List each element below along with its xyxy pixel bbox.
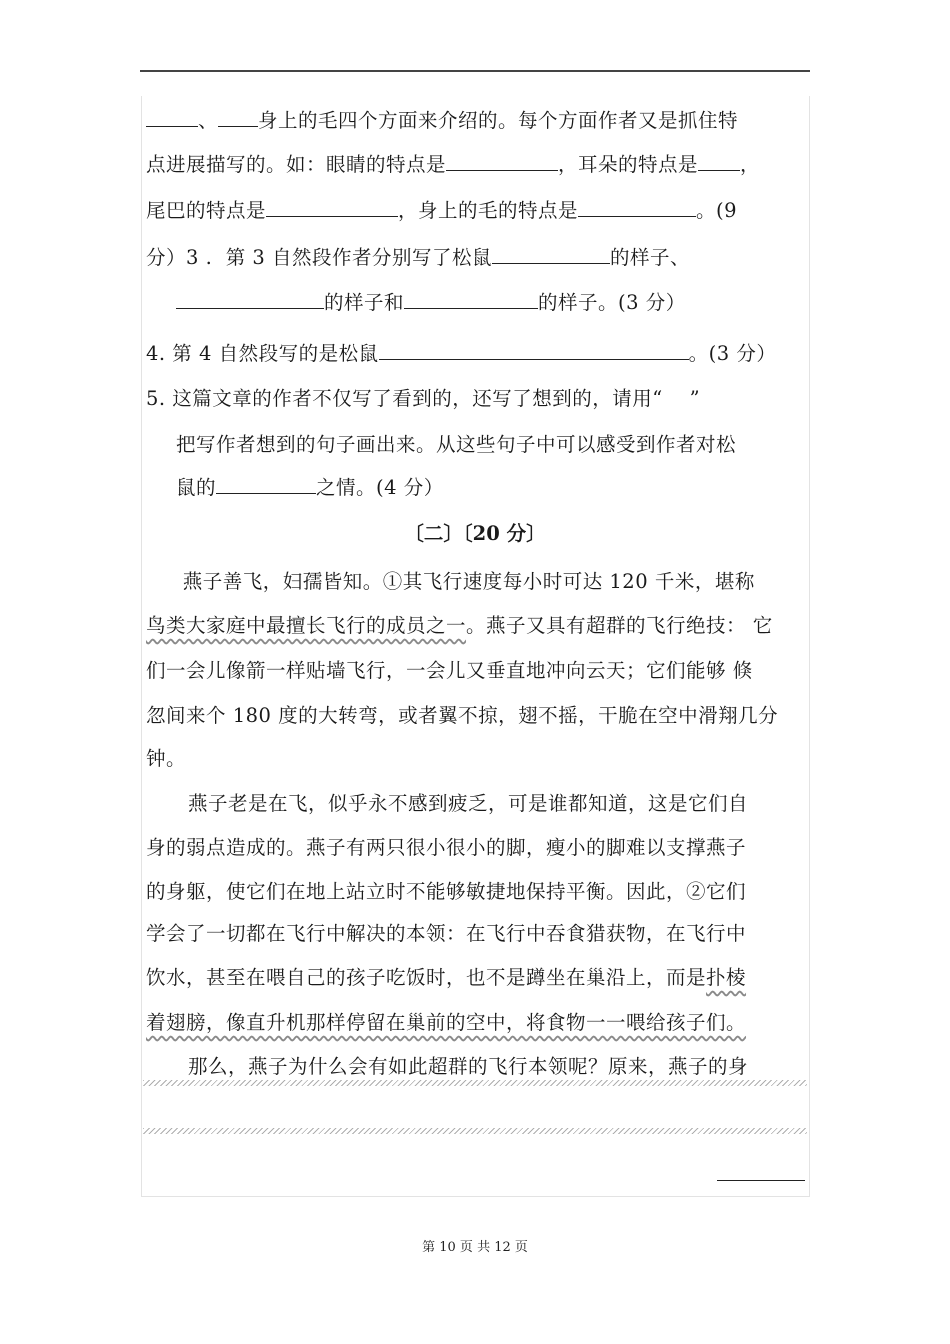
q4-line: 4. 第 4 自然段写的是松鼠 。(3 分） (146, 342, 777, 365)
passage-p2-line-4: 学会了一切都在飞行中解决的本领：在飞行中吞食猎获物，在飞行中 (146, 922, 747, 945)
q5-line-2: 把写作者想到的句子画出来。从这些句子中可以感受到作者对松 (176, 433, 737, 456)
answer-blank[interactable] (176, 290, 324, 309)
writing-line[interactable] (143, 1080, 807, 1086)
q3-line-1: 分）3 . 第 3 自然段作者分别写了松鼠 的样子、 (146, 246, 691, 269)
passage-p3-line-1: 那么，燕子为什么会有如此超群的飞行本领呢？原来，燕子的身 (188, 1055, 749, 1078)
wavy-underline-sentence: 着翅膀，像直升机那样停留在巢前的空中，将食物一一喂给孩子们。 (146, 1011, 747, 1034)
q3-line-2: 的样子和 的样子。(3 分） (176, 290, 686, 315)
header-rule (140, 70, 810, 72)
wavy-underline-sentence: 扑棱 (706, 966, 747, 989)
q2-line-3: 尾巴的特点是 ，身上的毛的特点是 。(9 (146, 199, 738, 222)
passage-p1-line-4: 忽间来个 180 度的大转弯，或者翼不掠，翅不摇，干脆在空中滑翔几分 (146, 704, 779, 727)
answer-blank[interactable] (698, 152, 740, 171)
answer-blank[interactable] (218, 108, 258, 127)
passage-p1-line-1: 燕子善飞，妇孺皆知。①其飞行速度每小时可达 120 千米，堪称 (176, 570, 755, 593)
writing-line[interactable] (143, 1128, 807, 1134)
answer-blank[interactable] (379, 341, 689, 360)
page-number: 第 10 页 共 12 页 (422, 1240, 528, 1255)
section-title: 〔二〕〔20 分〕 (404, 522, 546, 545)
q5-line-1: 5. 这篇文章的作者不仅写了看到的，还写了想到的，请用“ ” (146, 387, 701, 410)
wavy-underline-sentence: 鸟类大家庭中最擅长飞行的成员之一 (146, 614, 467, 637)
passage-p1-line-3: 们一会儿像箭一样贴墙飞行，一会儿又垂直地冲向云天；它们能够 倏 (146, 659, 753, 682)
passage-p2-line-3: 的身躯，使它们在地上站立时不能够敏捷地保持平衡。因此，②它们 (146, 880, 747, 903)
passage-p2-line-6 (146, 1011, 746, 1035)
passage-p2-line-1: 燕子老是在飞，似乎永不感到疲乏，可是谁都知道，这是它们自 (188, 792, 749, 815)
answer-blank[interactable] (216, 475, 316, 494)
answer-blank[interactable] (446, 152, 558, 171)
q5-line-3: 鼠的 之情。(4 分） (176, 476, 444, 499)
passage-p2-line-2: 身的弱点造成的。燕子有两只很小很小的脚，瘦小的脚难以支撑燕子 (146, 836, 747, 859)
passage-p1-line-2: 鸟类大家庭中最擅长飞行的成员之一。燕子又具有超群的飞行绝技： 它 (146, 614, 773, 637)
passage-p1-line-5: 钟。 (146, 747, 187, 770)
answer-blank[interactable] (266, 198, 398, 217)
answer-blank[interactable] (717, 1180, 805, 1181)
q2-line-2: 点进展描写的。如：眼睛的特点是 ，耳朵的特点是 ， (146, 153, 761, 176)
answer-blank[interactable] (146, 108, 198, 127)
answer-blank[interactable] (578, 198, 696, 217)
passage-p2-line-5: 饮水，甚至在喂自己的孩子吃饭时，也不是蹲坐在巢沿上，而是扑棱 (146, 966, 747, 989)
q2-line-1: 、 身上的毛四个方面来介绍的。每个方面作者又是抓住特 (146, 108, 738, 133)
answer-blank[interactable] (404, 290, 538, 309)
answer-blank[interactable] (492, 245, 610, 264)
